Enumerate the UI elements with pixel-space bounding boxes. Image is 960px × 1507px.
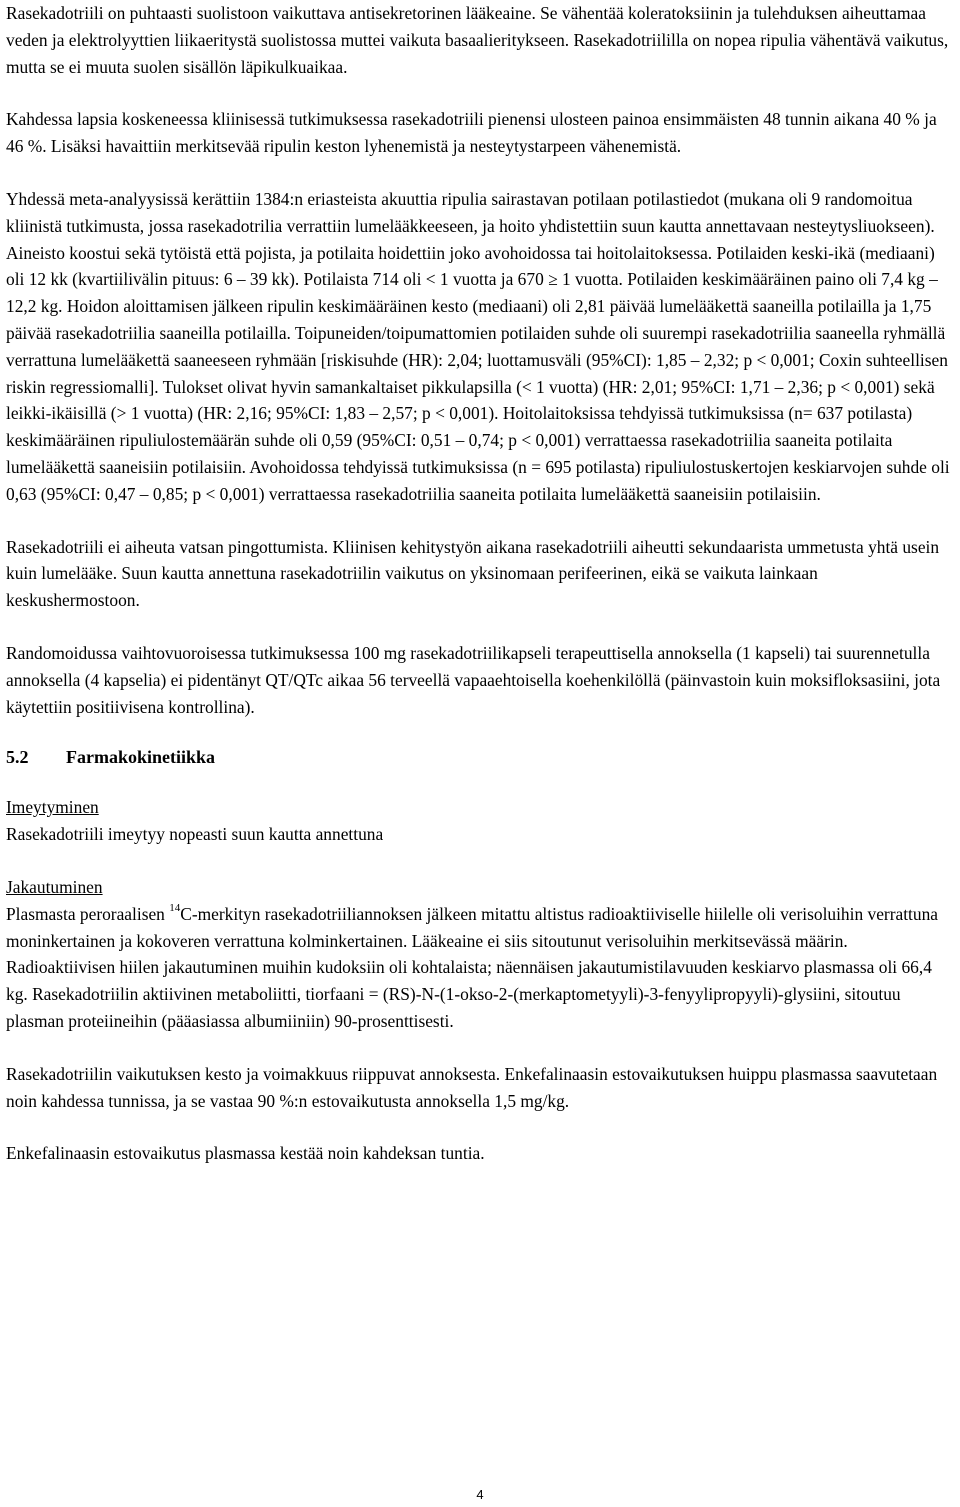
paragraph-qt-study: Randomoidussa vaihtovuoroisessa tutkimuksessa 100 mg rasekadotriilikapseli terapeuttisella annoksella (1 kapseli) tai suurennetulla annoksella (4 kapselia) ei pidentänyt QT/QTc aikaa 56 terveellä vapaaehtoisella koehenkilöllä (päinvastoin kuin moksifloksasiini, jota käytettiin positiivisena kontrollina). — [6, 642, 941, 717]
distribution-text-rest: C-merkityn rasekadotriiliannoksen jälkeen mitattu altistus radioaktiiviselle hiilelle oli verisoluihin verrattuna moninkertainen ja kokoveren verrattuna kolminkertainen. Lääkeaine ei siis sitoutunut verisoluihin merkitsevässä määrin. Radioaktiivisen hiilen jakautuminen muihin kudoksiin oli kohtalaista; näennäisen jakautumistilavuuden keskiarvo plasmassa oli 66,4 kg. Rasekadotriilin aktiivinen metaboliitti, tiorfaani = (RS)-N-(1-okso-2-(merkaptometyyli)-3-fenyylipropyyli)-glysiini, sitoutuu plasman proteiineihin (pääasiassa albumiiniin) 90-prosenttisesti. — [6, 903, 938, 1031]
isotope-superscript: 14 — [169, 901, 181, 914]
page-number: 4 — [476, 1487, 484, 1502]
absorption-block — [6, 794, 954, 848]
paragraph-meta-analysis: Yhdessä meta-analyysissä kerättiin 1384:n eriasteista akuuttia ripulia sairastavan potilaan potilastiedot (mukana oli 9 randomoitua kliinistä tutkimusta, jossa rasekadotrilia verrattiin lumelääkkeeseen, ja hoito yhdistettiin suun kautta annettavaan nesteytysliuokseen). Aineisto koostui sekä tytöistä että pojista, ja potilaita hoidettiin joko avohoidossa tai hoitolaitoksessa. Potilaiden keski-ikä (mediaani) oli 12 kk (kvartiilivälin pituus: 6 – 39 kk). Potilaista 714 oli < 1 vuotta ja 670 ≥ 1 vuotta. Potilaiden keskimääräinen paino oli 7,4 kg – 12,2 kg. Hoidon aloittamisen jälkeen ripulin keskimääräinen kesto (mediaani) oli 2,81 päivää lumelääkettä saaneilla potilailla ja 1,75 päivää rasekadotriilia saaneilla potilailla. Toipuneiden/toipumattomien potilaiden suhde oli suurempi rasekadotriilia saaneella ryhmällä verrattuna lumelääkettä saaneeseen ryhmään [riskisuhde (HR): 2,04; luottamusväli (95%CI): 1,85 – 2,32; p < 0,001; Coxin suhteellisen riskin regressiomalli]. Tulokset olivat hyvin samankaltaiset pikkulapsilla (< 1 vuotta) (HR: 2,01; 95%CI: 1,71 – 2,36; p < 0,001) sekä leikki-ikäisillä (> 1 vuotta) (HR: 2,16; 95%CI: 1,83 – 2,57; p < 0,001). Hoitolaitoksissa tehdyissä tutkimuksissa (n= 637 potilasta) keskimääräinen ripuliulostemäärän suhde oli 0,59 (95%CI: 0,51 – 0,74; p < 0,001) verrattaessa rasekadotriilia saaneita potilaita lumelääkettä saaneisiin potilaisiin. Avohoidossa tehdyissä tutkimuksissa (n = 695 potilasta) ripuliulostuskertojen keskiarvojen suhde oli 0,63 (95%CI: 0,47 – 0,85; p < 0,001) verrattaessa rasekadotriilia saaneita potilaita lumelääkettä saaneisiin potilaisiin. — [6, 188, 950, 504]
paragraph-mechanism: Rasekadotriili on puhtaasti suolistoon vaikuttava antisekretorinen lääkeaine. Se vähentää koleratoksiinin ja tulehduksen aiheuttamaa veden ja elektrolyyttien liikaeritystä suolistossa muttei vaikuta basaalieritykseen. Rasekadotriililla on nopea ripulia vähentävä vaikutus, mutta se ei muuta suolen sisällön läpikulkuaikaa. — [6, 3, 949, 77]
document-page — [6, 0, 954, 1167]
section-heading — [6, 744, 954, 770]
section-number: 5.2 — [6, 747, 29, 768]
paragraph-inhibition-duration: Enkefalinaasin estovaikutus plasmassa kestää noin kahdeksan tuntia. — [6, 1143, 485, 1164]
paragraph-effect-duration: Rasekadotriilin vaikutuksen kesto ja voimakkuus riippuvat annoksesta. Enkefalinaasin estovaikutuksen huippu plasmassa saavutetaan noin kahdessa tunnissa, ja se vastaa 90 %:n estovaikutusta annoksella 1,5 mg/kg. — [6, 1063, 938, 1111]
absorption-text: Rasekadotriili imeytyy nopeasti suun kautta annettuna — [6, 824, 384, 845]
paragraph-pediatric-trials: Kahdessa lapsia koskeneessa kliinisessä tutkimuksessa rasekadotriili pienensi ulosteen painoa ensimmäisten 48 tunnin aikana 40 % ja 46 %. Lisäksi havaittiin merkitsevää ripulin keston lyhenemistä ja nesteytystarpeen vähenemistä. — [6, 109, 937, 157]
paragraph-no-distension: Rasekadotriili ei aiheuta vatsan pingottumista. Kliinisen kehitystyön aikana rasekadotriili aiheutti sekundaarista ummetusta yhtä usein kuin lumelääke. Suun kautta annettuna rasekadotriilin vaikutus on yksinomaan perifeerinen, eikä se vaikuta lainkaan keskushermostoon. — [6, 536, 940, 611]
section-title: Farmakokinetiikka — [66, 747, 216, 768]
distribution-text-start: Plasmasta peroraalisen — [6, 903, 170, 924]
distribution-block — [6, 874, 954, 1035]
absorption-heading: Imeytyminen — [6, 797, 99, 818]
distribution-heading: Jakautuminen — [6, 876, 103, 897]
